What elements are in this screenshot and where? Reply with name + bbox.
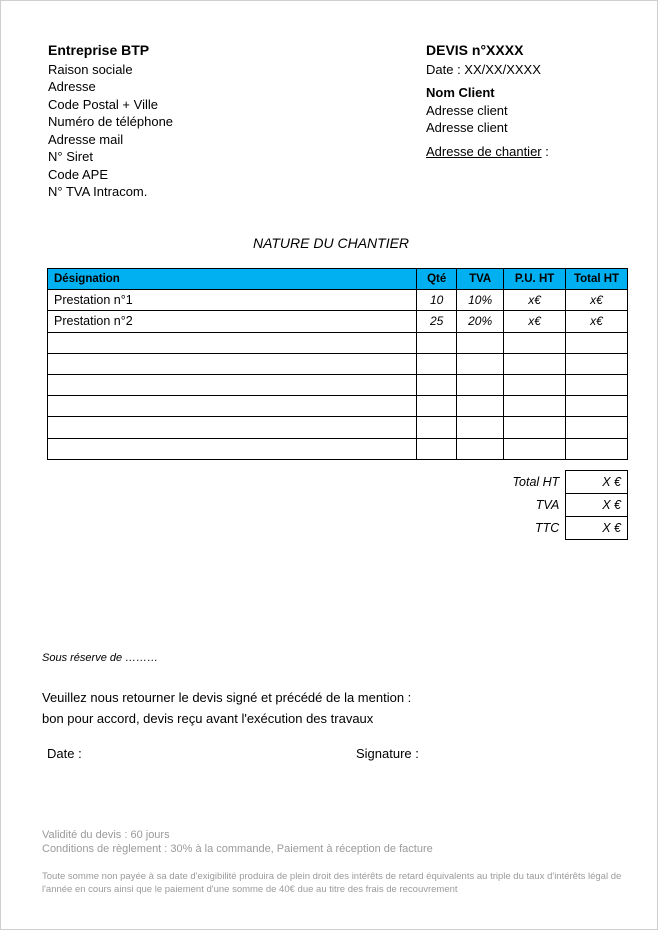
totals-row	[504, 517, 628, 540]
return-instructions	[42, 687, 411, 729]
totals-table	[504, 470, 628, 540]
reserve-note: Sous réserve de ………	[42, 652, 159, 664]
cell-total-ht	[566, 332, 628, 353]
cell-pu-ht	[504, 396, 566, 417]
cell-pu-ht: x€	[504, 290, 566, 311]
cell-total-ht	[566, 374, 628, 395]
cell-tva	[457, 353, 504, 374]
cell-pu-ht	[504, 417, 566, 438]
header-total-ht: Total HT	[566, 269, 628, 290]
ttc-value: X €	[566, 517, 628, 540]
table-row	[48, 417, 628, 438]
cell-qty	[417, 417, 457, 438]
totals-row	[504, 494, 628, 517]
company-line: Adresse	[48, 79, 96, 94]
cell-total-ht	[566, 353, 628, 374]
company-line: Raison sociale	[48, 61, 133, 77]
header-designation: Désignation	[48, 269, 417, 290]
cell-tva	[457, 438, 504, 459]
header-tva: TVA	[457, 269, 504, 290]
cell-qty	[417, 374, 457, 395]
ttc-label: TTC	[535, 521, 560, 535]
cell-tva	[457, 332, 504, 353]
cell-tva	[457, 417, 504, 438]
company-line: Numéro de téléphone	[48, 114, 174, 129]
quote-block	[426, 42, 549, 160]
items-table	[47, 268, 628, 460]
tva-label: TVA	[535, 498, 560, 512]
return-text-line: Veuillez nous retourner le devis signé et précédé de la mention :	[42, 690, 412, 705]
validity-text: Validité du devis : 60 jours	[42, 829, 170, 841]
cell-qty	[417, 438, 457, 459]
site-address-suffix: :	[541, 143, 549, 159]
site-address-label: Adresse de chantier	[426, 143, 542, 159]
client-name: Nom Client	[426, 85, 495, 100]
table-row	[48, 290, 628, 311]
table-row	[48, 438, 628, 459]
company-line: N° Siret	[48, 149, 93, 164]
payment-conditions-text: Conditions de règlement : 30% à la commande, Paiement à réception de facture	[42, 843, 433, 855]
company-line: N° TVA Intracom.	[48, 184, 148, 199]
signature-label: Signature :	[356, 746, 419, 761]
cell-designation	[48, 396, 417, 417]
tva-value: X €	[566, 494, 628, 517]
company-line: Code APE	[48, 166, 108, 182]
cell-qty	[417, 353, 457, 374]
table-row	[48, 396, 628, 417]
quote-title: DEVIS n°XXXX	[426, 42, 524, 58]
cell-designation: Prestation n°1	[48, 290, 417, 311]
table-row	[48, 374, 628, 395]
return-text-line: bon pour accord, devis reçu avant l'exécution des travaux	[42, 711, 374, 726]
cell-pu-ht	[504, 353, 566, 374]
table-header-row	[48, 269, 628, 290]
legal-notice: Toute somme non payée à sa date d'exigibilité produira de plein droit des intérêts de retard équivalents au triple du taux d'intérêts légal de l'année en cours ainsi que le paiement d'une somme de 40€ due au titre des frais de recouvrement	[42, 871, 622, 895]
footer-conditions	[42, 828, 433, 856]
header-pu-ht: P.U. HT	[504, 269, 566, 290]
cell-qty: 10	[417, 290, 457, 311]
total-ht-label: Total HT	[512, 475, 560, 489]
cell-designation	[48, 438, 417, 459]
cell-designation	[48, 353, 417, 374]
cell-total-ht	[566, 417, 628, 438]
cell-tva	[457, 374, 504, 395]
cell-designation: Prestation n°2	[48, 311, 417, 332]
client-address: Adresse client	[426, 120, 508, 135]
cell-designation	[48, 374, 417, 395]
cell-pu-ht	[504, 374, 566, 395]
cell-pu-ht	[504, 438, 566, 459]
cell-tva: 20%	[457, 311, 504, 332]
nature-title: NATURE DU CHANTIER	[252, 235, 410, 251]
company-line: Adresse mail	[48, 131, 124, 147]
cell-tva: 10%	[457, 290, 504, 311]
client-address: Adresse client	[426, 102, 508, 118]
cell-qty	[417, 332, 457, 353]
table-row	[48, 332, 628, 353]
company-line: Code Postal + Ville	[48, 96, 158, 112]
cell-total-ht	[566, 438, 628, 459]
totals-row	[504, 471, 628, 494]
company-block	[48, 42, 173, 201]
date-label: Date :	[47, 746, 82, 761]
cell-designation	[48, 417, 417, 438]
site-address	[426, 143, 549, 161]
header-qty: Qté	[417, 269, 457, 290]
total-ht-value: X €	[566, 471, 628, 494]
cell-tva	[457, 396, 504, 417]
cell-pu-ht: x€	[504, 311, 566, 332]
quote-date: Date : XX/XX/XXXX	[426, 61, 541, 77]
company-name: Entreprise BTP	[48, 42, 150, 58]
cell-pu-ht	[504, 332, 566, 353]
cell-designation	[48, 332, 417, 353]
table-row	[48, 311, 628, 332]
cell-total-ht: x€	[566, 311, 628, 332]
cell-total-ht: x€	[566, 290, 628, 311]
cell-qty	[417, 396, 457, 417]
cell-qty: 25	[417, 311, 457, 332]
cell-total-ht	[566, 396, 628, 417]
table-row	[48, 353, 628, 374]
